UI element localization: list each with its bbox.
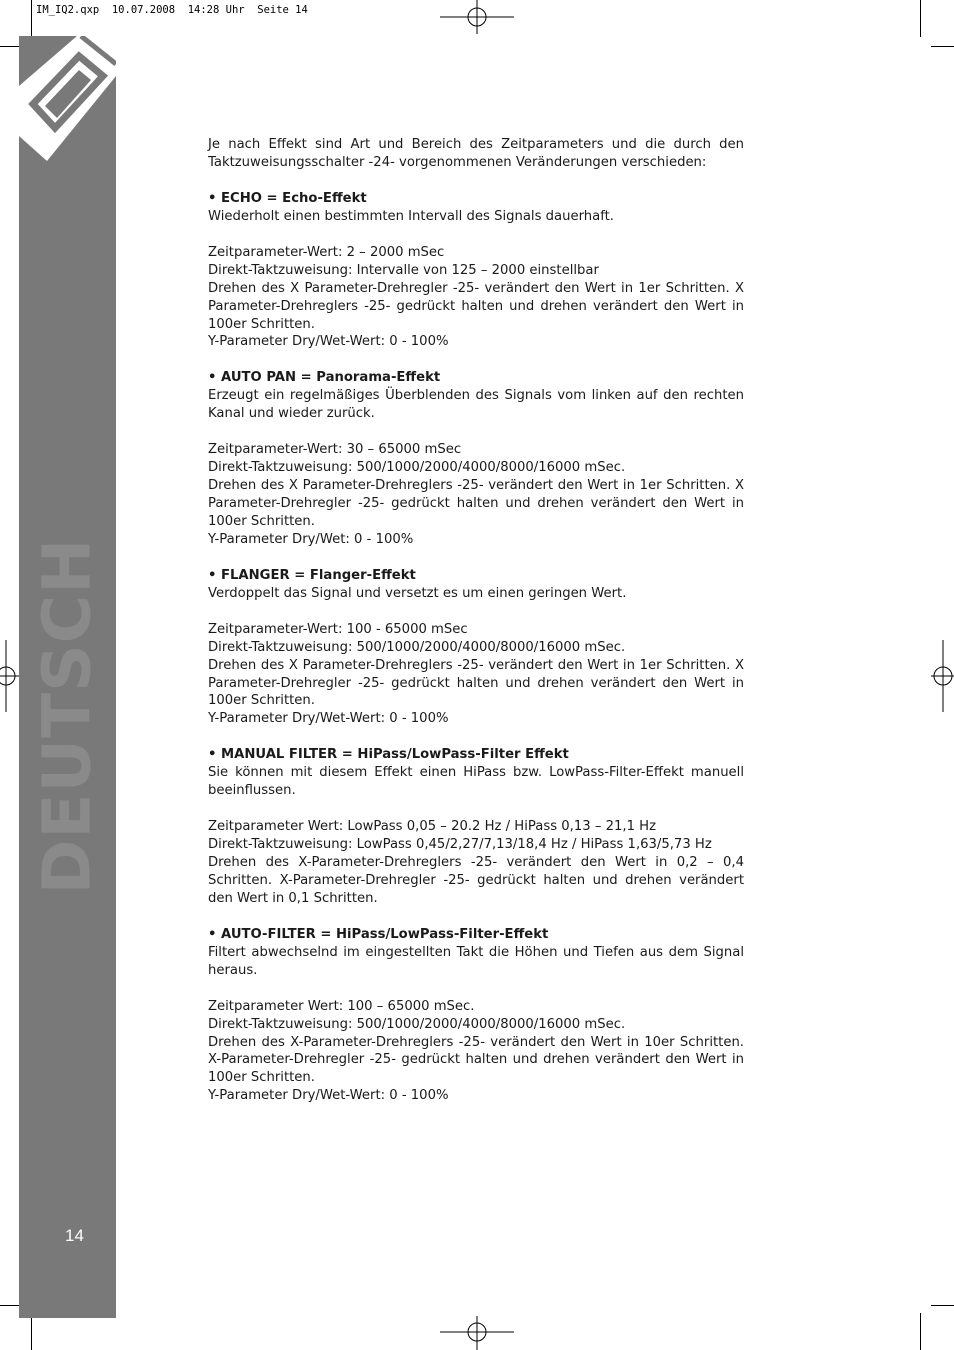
crop-mark (920, 1313, 921, 1350)
section-description: Wiederholt einen bestimmten Intervall des Signals dauerhaft. (208, 208, 614, 224)
direct-tempo-assignment: Direkt-Taktzuweisung: Intervalle von 125 – 2000 einstellbar (208, 262, 599, 278)
page-number: 14 (65, 1226, 84, 1245)
y-parameter: Y-Parameter Dry/Wet-Wert: 0 - 100% (208, 711, 449, 727)
crop-mark (931, 1305, 954, 1306)
section-description: Filtert abwechselnd im eingestellten Takt die Höhen und Tiefen aus dem Signal heraus. (208, 944, 744, 978)
direct-tempo-assignment: Direkt-Taktzuweisung: 500/1000/2000/4000/8000/16000 mSec. (208, 639, 626, 655)
direct-tempo-assignment: Direkt-Taktzuweisung: 500/1000/2000/4000/8000/16000 mSec. (208, 1016, 626, 1032)
body-text (208, 136, 744, 1105)
crop-mark (31, 0, 32, 37)
knob-behaviour: Drehen des X-Parameter-Drehreglers -25- verändert den Wert in 10er Schritten. X-Parameter-Drehregler -25- gedrückt halten und drehen verändert den Wert in 100er Schritten. (208, 1034, 744, 1086)
crop-mark (931, 46, 954, 47)
time-parameter: Zeitparameter Wert: LowPass 0,05 – 20.2 Hz / HiPass 0,13 – 21,1 Hz (208, 819, 656, 835)
y-parameter: Y-Parameter Dry/Wet: 0 - 100% (208, 531, 414, 547)
section-details (208, 621, 744, 729)
registration-mark-bottom (440, 1314, 514, 1350)
language-label-text: DEUTSCH (28, 537, 106, 895)
section-title-echo: • ECHO = Echo-Effekt (208, 190, 367, 206)
y-parameter: Y-Parameter Dry/Wet-Wert: 0 - 100% (208, 334, 449, 350)
y-parameter: Y-Parameter Dry/Wet-Wert: 0 - 100% (208, 1088, 449, 1104)
section-description: Verdoppelt das Signal und versetzt es um einen geringen Wert. (208, 585, 627, 601)
registration-mark-top (440, 0, 514, 36)
time-parameter: Zeitparameter-Wert: 30 – 65000 mSec (208, 442, 462, 458)
section-title-auto-pan: • AUTO PAN = Panorama-Effekt (208, 370, 441, 386)
knob-behaviour: Drehen des X-Parameter-Drehreglers -25- verändert den Wert in 0,2 – 0,4 Schritten. X-Parameter-Drehregler -25- gedrückt halten und drehen verändert den Wert in 0,1 Schritten. (208, 855, 744, 906)
intro-paragraph: Je nach Effekt sind Art und Bereich des Zeitparameters und die durch den Taktzuweisungsschalter -24- vorgenommenen Veränderungen verschieden: (208, 137, 744, 170)
crop-mark (31, 1313, 32, 1350)
time-parameter: Zeitparameter-Wert: 2 – 2000 mSec (208, 244, 445, 260)
brand-logo-icon (19, 36, 116, 166)
time-parameter: Zeitparameter-Wert: 100 - 65000 mSec (208, 621, 468, 637)
section-title-flanger: • FLANGER = Flanger-Effekt (208, 567, 416, 583)
crop-mark (920, 0, 921, 37)
section-details (208, 244, 744, 352)
section-details (208, 998, 744, 1106)
section-description: Sie können mit diesem Effekt einen HiPass bzw. LowPass-Filter-Effekt manuell beeinflussen. (208, 765, 744, 799)
section-details (208, 818, 744, 908)
print-slug: IM_IQ2.qxp 10.07.2008 14:28 Uhr Seite 14 (36, 4, 308, 16)
sidebar (19, 36, 116, 1318)
knob-behaviour: Drehen des X Parameter-Drehregler -25- verändert den Wert in 1er Schritten. X Parameter-Drehreglers -25- gedrückt halten und drehen verändert den Wert in 100er Schritten. (208, 280, 744, 332)
registration-mark-right (931, 640, 954, 712)
knob-behaviour: Drehen des X Parameter-Drehreglers -25- verändert den Wert in 1er Schritten. X Parameter-Drehregler -25- gedrückt halten und drehen verändert den Wert in 100er Schritten. (208, 478, 744, 529)
knob-behaviour: Drehen des X Parameter-Drehreglers -25- verändert den Wert in 1er Schritten. X Parameter-Drehregler -25- gedrückt halten und drehen verändert den Wert in 100er Schritten. (208, 657, 744, 709)
direct-tempo-assignment: Direkt-Taktzuweisung: LowPass 0,45/2,27/7,13/18,4 Hz / HiPass 1,63/5,73 Hz (208, 837, 712, 853)
section-title-manual-filter: • MANUAL FILTER = HiPass/LowPass-Filter Effekt (208, 747, 569, 763)
section-details (208, 441, 744, 549)
section-title-auto-filter: • AUTO-FILTER = HiPass/LowPass-Filter-Effekt (208, 926, 549, 942)
section-description: Erzeugt ein regelmäßiges Überblenden des Signals vom linken auf den rechten Kanal und wieder zurück. (208, 388, 744, 422)
time-parameter: Zeitparameter Wert: 100 – 65000 mSec. (208, 998, 475, 1014)
direct-tempo-assignment: Direkt-Taktzuweisung: 500/1000/2000/4000/8000/16000 mSec. (208, 460, 626, 476)
